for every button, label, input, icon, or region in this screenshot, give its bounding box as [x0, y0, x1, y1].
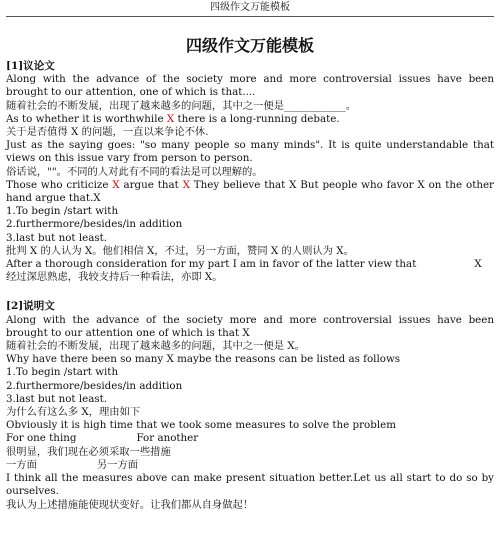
text-run: After a thorough consideration for my part I am in favor of the latter view that: [6, 258, 417, 271]
paragraph: 为什么有这么多 X，理由如下: [6, 406, 141, 419]
text-run: there is a long-running debate.: [174, 112, 340, 125]
header-rule: [6, 16, 494, 17]
list-item: 2.furthermore/besides/in addition: [6, 379, 183, 392]
paragraph: I think all the measures above can make present situation better.Let us all start to do so by ourselves.: [6, 472, 494, 498]
paragraph: [6, 179, 494, 205]
paragraph: Obviously it is high time that we took some measures to solve the problem: [6, 419, 396, 432]
list-item: 1.To begin /start with: [6, 366, 119, 379]
text-run: For one thing: [6, 432, 77, 445]
text-run: 一方面: [6, 458, 37, 471]
paragraph: [6, 258, 494, 271]
section-heading: [1]议论文: [6, 60, 55, 72]
paragraph: [6, 113, 494, 126]
highlight-x: X: [166, 112, 175, 125]
paragraph: Why have there been so many X maybe the reasons can be listed as follows: [6, 353, 401, 366]
list-item: 1.To begin /start with: [6, 205, 119, 218]
list-item: 2.furthermore/besides/in addition: [6, 218, 183, 231]
document-title: 四级作文万能模板: [185, 36, 314, 55]
text-run: For another: [136, 432, 199, 445]
running-header: 四级作文万能模板: [210, 2, 290, 13]
paragraph: 随着社会的不断发展，出现了越来越多的问题，其中之一便是____________。: [6, 99, 357, 112]
text-run: 另一方面: [96, 458, 139, 471]
highlight-x: X: [182, 178, 190, 191]
highlight-x: X: [112, 178, 120, 191]
paragraph: Just as the saying goes: "so many people so many minds". It is quite understandable that views on this issue vary from person to person.: [6, 139, 494, 165]
paragraph: 随着社会的不断发展，出现了越来越多的问题，其中之一便是 X。: [6, 340, 305, 353]
list-item: 3.last but not least.: [6, 231, 108, 244]
section-argumentative: [6, 60, 494, 284]
paragraph: 批判 X 的人认为 X。他们相信 X，不过，另一方面，赞同 X 的人则认为 X。: [6, 244, 354, 257]
text-run: Those who criticize: [6, 178, 113, 191]
paragraph: [6, 432, 494, 445]
text-run: X: [474, 258, 482, 271]
paragraph: 关于是否值得 X 的问题，一直以来争论不休.: [6, 126, 209, 139]
paragraph: Along with the advance of the society more and more controversial issues have been brought to our attention, one of which is that....: [6, 73, 494, 99]
paragraph: 我认为上述措施能使现状变好。让我们都从自身做起！: [6, 498, 254, 511]
paragraph: [6, 459, 494, 472]
list-item: 3.last but not least.: [6, 392, 108, 405]
section-gap: [6, 284, 494, 297]
section-expository: [6, 300, 494, 511]
paragraph: Along with the advance of the society more and more controversial issues have been brought to our attention one of which is that X: [6, 313, 494, 339]
text-run: As to whether it is worthwhile: [6, 112, 167, 125]
paragraph: 经过深思熟虑，我较支持后一种看法，亦即 X。: [6, 271, 223, 284]
paragraph: 很明显，我们现在必须采取一些措施: [6, 445, 171, 458]
section-heading: [2]说明文: [6, 300, 55, 313]
paragraph: 俗话说，""。不同的人对此有不同的看法是可以理解的。: [6, 165, 263, 178]
text-run: argue that: [119, 178, 183, 191]
text-run: They believe that X But people who favor X on the other hand argue that.X: [6, 178, 494, 205]
